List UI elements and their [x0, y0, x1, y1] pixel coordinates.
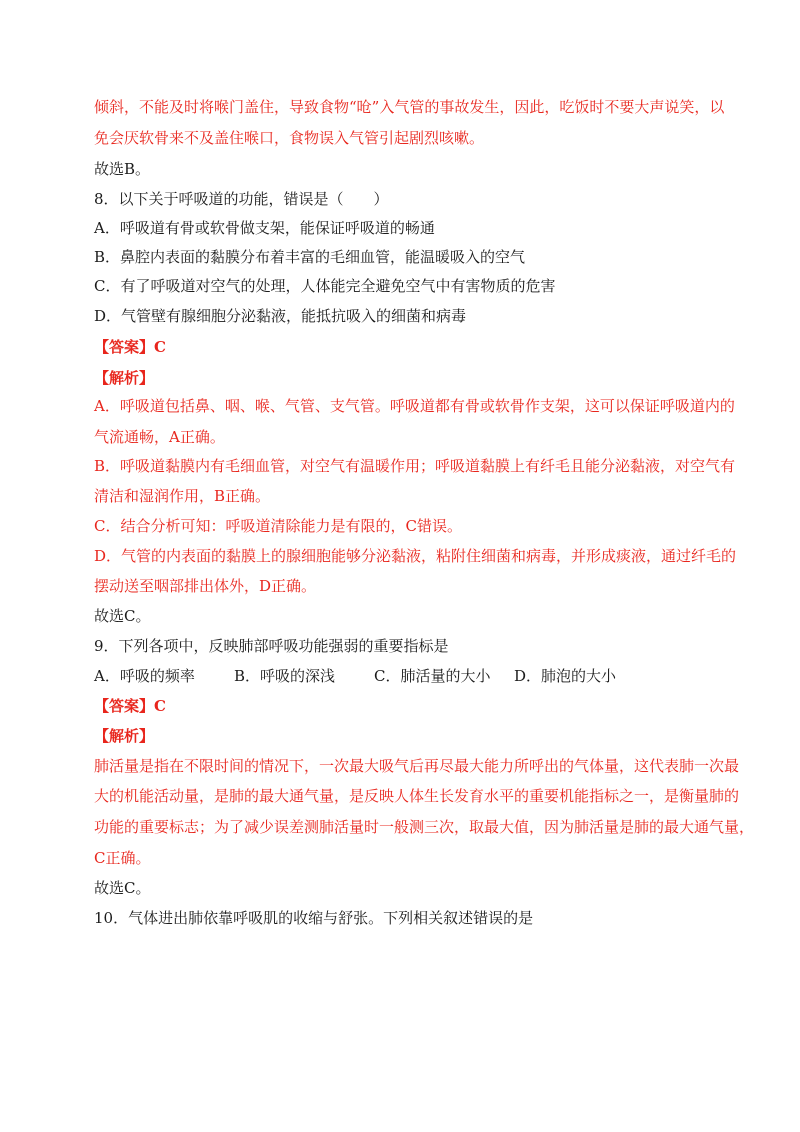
conclusion: 故选C。	[94, 607, 151, 625]
option-d: D．气管壁有腺细胞分泌黏液，能抵抗吸入的细菌和病毒	[94, 307, 467, 325]
analysis-label: 【解析】	[94, 369, 155, 387]
analysis-line: 功能的重要标志；为了减少误差测肺活量时一般测三次，取最大值，因为肺活量是肺的最大通气量，	[94, 818, 755, 836]
analysis-line: 大的机能活动量，是肺的最大通气量，是反映人体生长发育水平的重要机能指标之一，是衡量肺的	[94, 787, 740, 805]
analysis-label: 【解析】	[94, 727, 155, 745]
conclusion: 故选B。	[94, 160, 151, 178]
question-9-stem: 9．下列各项中，反映肺部呼吸功能强弱的重要指标是	[94, 637, 449, 655]
answer-label: 【答案】C	[94, 697, 166, 715]
option-b: B．鼻腔内表面的黏膜分布着丰富的毛细血管，能温暖吸入的空气	[94, 248, 526, 266]
analysis-line: 摆动送至咽部排出体外，D正确。	[94, 577, 317, 595]
option-d: D．肺泡的大小	[514, 667, 617, 685]
option-a: A．呼吸的频率	[94, 667, 195, 685]
analysis-line: 免会厌软骨来不及盖住喉口，食物误入气管引起剧烈咳嗽。	[94, 129, 485, 147]
option-a: A．呼吸道有骨或软骨做支架，能保证呼吸道的畅通	[94, 219, 435, 237]
question-10-stem: 10．气体进出肺依靠呼吸肌的收缩与舒张。下列相关叙述错误的是	[94, 909, 534, 927]
analysis-line: D．气管的内表面的黏膜上的腺细胞能够分泌黏液，粘附住细菌和病毒，并形成痰液，通过纤毛的	[94, 547, 737, 565]
conclusion: 故选C。	[94, 879, 151, 897]
analysis-line: C．结合分析可知：呼吸道清除能力是有限的，C错误。	[94, 517, 462, 535]
analysis-line: B．呼吸道黏膜内有毛细血管，对空气有温暖作用；呼吸道黏膜上有纤毛且能分泌黏液，对空气有	[94, 457, 736, 475]
option-c: C．有了呼吸道对空气的处理，人体能完全避免空气中有害物质的危害	[94, 277, 556, 295]
option-c: C．肺活量的大小	[374, 667, 491, 685]
analysis-line: 清洁和湿润作用，B正确。	[94, 487, 271, 505]
options-row	[94, 666, 616, 686]
analysis-line: 肺活量是指在不限时间的情况下，一次最大吸气后再尽最大能力所呼出的气体量，这代表肺一次最	[94, 757, 740, 775]
analysis-line: C正确。	[94, 849, 151, 867]
option-b: B．呼吸的深浅	[234, 667, 336, 685]
analysis-line: 气流通畅，A正确。	[94, 428, 225, 446]
analysis-line: 倾斜，不能及时将喉门盖住，导致食物“呛”入气管的事故发生，因此，吃饭时不要大声说笑，以	[94, 98, 725, 116]
question-8-stem: 8．以下关于呼吸道的功能，错误是（ ）	[94, 190, 389, 208]
answer-label: 【答案】C	[94, 338, 166, 356]
analysis-line: A．呼吸道包括鼻、咽、喉、气管、支气管。呼吸道都有骨或软骨作支架，这可以保证呼吸道内的	[94, 397, 735, 415]
